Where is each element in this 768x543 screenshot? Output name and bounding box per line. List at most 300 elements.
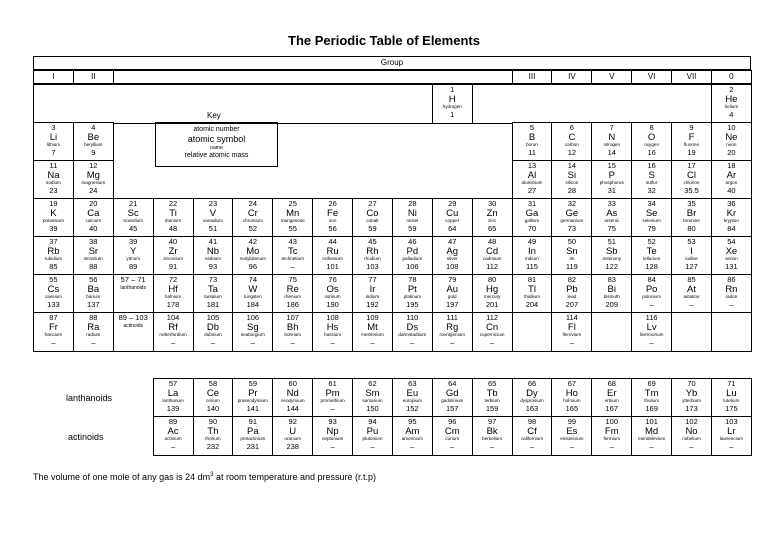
element-symbol: Rb: [47, 245, 60, 257]
element-s: [631, 160, 672, 200]
element-name: europium: [402, 398, 422, 403]
element-mass: –: [609, 441, 614, 451]
element-atomic-number: 13: [527, 161, 537, 170]
element-name: americium: [401, 436, 423, 441]
element-symbol: Mo: [246, 245, 260, 257]
element-symbol: K: [50, 207, 57, 219]
element-mass: –: [170, 337, 176, 347]
element-name: plutonium: [362, 436, 383, 441]
element-name: lithium: [46, 142, 61, 147]
element-symbol: Sm: [365, 387, 380, 399]
element-no: [671, 416, 712, 456]
element-atomic-number: 69: [647, 379, 656, 388]
element-atomic-number: 82: [567, 275, 577, 284]
element-mass: 122: [605, 261, 618, 271]
element-symbol: No: [685, 425, 698, 437]
element-mass: 157: [445, 403, 459, 413]
element-name: vanadium: [202, 218, 223, 223]
element-name: barium: [86, 294, 101, 299]
element-ga: [512, 198, 553, 238]
element-atomic-number: 77: [368, 275, 377, 284]
element-mass: 52: [248, 223, 257, 233]
element-atomic-number: 25: [288, 199, 297, 208]
element-atomic-number: 43: [288, 237, 297, 246]
element-mass: 115: [526, 261, 538, 271]
element-rf: [153, 312, 194, 352]
element-symbol: Fm: [604, 425, 619, 437]
element-atomic-number: 76: [328, 275, 337, 284]
element-symbol: Cs: [47, 283, 60, 295]
element-atomic-number: 55: [49, 275, 58, 284]
element-bh: [272, 312, 313, 352]
range-text: 89 – 103: [118, 313, 148, 322]
element-re: [272, 274, 313, 314]
element-atomic-number: 6: [569, 123, 574, 132]
element-hs: [312, 312, 353, 352]
element-au: [432, 274, 473, 314]
element-atomic-number: 88: [89, 313, 98, 322]
element-atomic-number: 74: [248, 275, 257, 284]
element-mass: 73: [567, 223, 577, 233]
element-name: hafnium: [164, 294, 182, 299]
element-ti: [153, 198, 194, 238]
element-symbol: Xe: [725, 245, 738, 257]
element-symbol: La: [167, 387, 179, 399]
element-atomic-number: 38: [89, 237, 98, 246]
key-name: name: [210, 145, 223, 151]
element-name: praseodymium: [237, 398, 268, 403]
element-at: [671, 274, 712, 314]
element-atomic-number: 33: [607, 199, 616, 208]
element-symbol: Bk: [486, 425, 498, 437]
element-rb: [33, 236, 74, 276]
element-name: curium: [445, 436, 460, 441]
element-ra: [73, 312, 114, 352]
element-mass: 51: [208, 223, 218, 233]
element-mass: 85: [49, 261, 58, 271]
element-atomic-number: 100: [605, 417, 618, 426]
element-atomic-number: 1: [450, 85, 455, 94]
group-header-blank: [113, 70, 513, 84]
element-symbol: O: [647, 131, 656, 143]
element-name: rhodium: [364, 256, 381, 261]
element-symbol: S: [648, 169, 655, 181]
element-atomic-number: 54: [727, 237, 736, 246]
element-ru: [312, 236, 353, 276]
element-name: helium: [724, 104, 739, 109]
element-atomic-number: 86: [727, 275, 736, 284]
element-atomic-number: 75: [288, 275, 297, 284]
element-md: [631, 416, 672, 456]
element-atomic-number: 92: [288, 417, 297, 426]
element-mass: 7: [51, 147, 56, 157]
element-mass: 207: [565, 299, 579, 309]
element-symbol: Be: [87, 131, 100, 143]
element-name: uranium: [284, 436, 301, 441]
key-atomic-symbol: atomic symbol: [187, 134, 246, 144]
element-name: rhenium: [284, 294, 301, 299]
element-symbol: U: [289, 425, 297, 437]
element-mass: –: [649, 299, 654, 309]
element-atomic-number: 89: [168, 417, 178, 426]
element-mass: –: [250, 337, 255, 347]
element-pu: [352, 416, 393, 456]
element-atomic-number: 80: [487, 275, 497, 284]
element-atomic-number: 48: [487, 237, 497, 246]
element-cu: [432, 198, 473, 238]
element-atomic-number: 73: [208, 275, 218, 284]
element-mass: 40: [727, 185, 736, 195]
element-name: sodium: [46, 180, 61, 185]
element-symbol: Hg: [486, 283, 499, 295]
group-iii-header: III: [512, 70, 553, 84]
group-ii-header: II: [73, 70, 114, 84]
element-mass: 48: [168, 223, 178, 233]
element-symbol: Sb: [605, 245, 618, 257]
element-mo: [232, 236, 273, 276]
element-name: ytterbium: [682, 398, 701, 403]
element-atomic-number: 3: [51, 123, 56, 132]
element-mass: 20: [727, 147, 736, 157]
element-mass: –: [170, 441, 176, 451]
element-symbol: Gd: [445, 387, 459, 399]
element-atomic-number: 52: [647, 237, 656, 246]
element-symbol: Ds: [406, 321, 419, 333]
element-mass: 184: [246, 299, 260, 309]
element-atomic-number: 91: [248, 417, 257, 426]
element-mass: 56: [328, 223, 337, 233]
element-atomic-number: 87: [49, 313, 58, 322]
element-atomic-number: 41: [208, 237, 218, 246]
element-atomic-number: 71: [727, 379, 736, 388]
element-bk: [472, 416, 513, 456]
element-mass: 23: [49, 185, 58, 195]
element-co: [352, 198, 393, 238]
element-atomic-number: 34: [647, 199, 656, 208]
element-mass: 163: [525, 403, 539, 413]
element-atomic-number: 39: [129, 237, 138, 246]
element-symbol: C: [568, 131, 576, 143]
element-atomic-number: 108: [326, 313, 339, 322]
element-ba: [73, 274, 114, 314]
element-symbol: Er: [607, 387, 617, 399]
element-am: [392, 416, 433, 456]
element-name: nobelium: [682, 436, 701, 441]
element-symbol: Yb: [685, 387, 698, 399]
element-name: aluminium: [521, 180, 543, 185]
element-mass: 232: [206, 441, 220, 451]
element-k: [33, 198, 74, 238]
element-atomic-number: 58: [208, 379, 218, 388]
key-box: [155, 122, 278, 167]
element-mass: 39: [49, 223, 58, 233]
element-atomic-number: 66: [527, 379, 537, 388]
element-mass: 108: [445, 261, 459, 271]
element-mass: 195: [406, 299, 419, 309]
lanthanoid-range-cell: [113, 274, 154, 314]
element-symbol: Te: [646, 245, 657, 257]
element-mass: 103: [366, 261, 379, 271]
element-mass: 231: [246, 441, 260, 451]
element-symbol: Pu: [366, 425, 379, 437]
element-name: chromium: [242, 218, 263, 223]
element-name: krypton: [723, 218, 739, 223]
element-symbol: Na: [47, 169, 60, 181]
empty-cell: [591, 312, 632, 352]
element-atomic-number: 47: [448, 237, 457, 246]
element-np: [312, 416, 353, 456]
element-atomic-number: 93: [328, 417, 337, 426]
element-atomic-number: 9: [689, 123, 694, 132]
element-name: molybdenum: [239, 256, 266, 261]
element-name: neon: [726, 142, 737, 147]
element-mg: [73, 160, 114, 200]
element-symbol: Fl: [567, 321, 576, 333]
element-atomic-number: 110: [406, 313, 419, 322]
element-name: indium: [525, 256, 539, 261]
element-name: lanthanum: [162, 398, 184, 403]
element-symbol: W: [248, 283, 258, 295]
element-name: strontium: [83, 256, 103, 261]
element-si: [551, 160, 592, 200]
element-atomic-number: 79: [448, 275, 457, 284]
element-ca: [73, 198, 114, 238]
element-mass: 141: [246, 403, 260, 413]
element-hg: [472, 274, 513, 314]
element-mass: 144: [286, 403, 299, 413]
element-mass: 1: [450, 109, 455, 119]
element-name: gadolinium: [441, 398, 464, 403]
element-symbol: Md: [645, 425, 659, 437]
element-ag: [432, 236, 473, 276]
element-name: meitnerium: [361, 332, 384, 337]
element-symbol: Cf: [527, 425, 537, 437]
element-db: [193, 312, 234, 352]
element-pa: [232, 416, 273, 456]
element-name: rubidium: [44, 256, 63, 261]
element-symbol: Ne: [725, 131, 738, 143]
footnote: The volume of one mole of any gas is 24 $dm^3$ at room temperature and pressure (r.t.p): [33, 472, 377, 482]
element-fr: [33, 312, 74, 352]
element-atomic-number: 99: [567, 417, 577, 426]
element-atomic-number: 98: [527, 417, 537, 426]
element-symbol: Rn: [725, 283, 738, 295]
key-relative-atomic-mass: relative atomic mass: [184, 152, 249, 159]
element-mass: –: [290, 337, 295, 347]
element-cd: [472, 236, 513, 276]
element-atomic-number: 70: [687, 379, 696, 388]
element-sb: [591, 236, 632, 276]
element-li: [33, 122, 74, 162]
element-be: [73, 122, 114, 162]
element-nd: [272, 378, 313, 418]
element-mass: 9: [91, 147, 96, 157]
element-ne: [711, 122, 752, 162]
element-name: actinium: [164, 436, 182, 441]
element-mass: –: [689, 441, 694, 451]
element-mass: –: [450, 337, 455, 347]
element-mass: 91: [168, 261, 178, 271]
element-symbol: Zn: [486, 207, 498, 219]
element-la: [153, 378, 194, 418]
element-atomic-number: 101: [645, 417, 658, 426]
element-al: [512, 160, 553, 200]
element-name: protactinium: [240, 436, 266, 441]
element-symbol: Hs: [326, 321, 339, 333]
element-mass: 32: [647, 185, 656, 195]
element-atomic-number: 18: [727, 161, 736, 170]
element-atomic-number: 2: [729, 85, 734, 94]
element-symbol: Ba: [87, 283, 100, 295]
element-symbol: As: [606, 207, 618, 219]
element-symbol: Sn: [566, 245, 578, 257]
element-atomic-number: 90: [208, 417, 218, 426]
element-mass: 28: [567, 185, 577, 195]
group-header: Group: [33, 56, 751, 70]
element-atomic-number: 7: [609, 123, 614, 132]
element-gd: [432, 378, 473, 418]
element-mass: 27: [527, 185, 537, 195]
group-vi-header: VI: [631, 70, 672, 84]
element-mass: 192: [366, 299, 379, 309]
element-tl: [512, 274, 553, 314]
group-0-header: 0: [711, 70, 752, 84]
element-symbol: Kr: [726, 207, 737, 219]
element-mass: 101: [326, 261, 339, 271]
element-n: [591, 122, 632, 162]
element-symbol: Lr: [727, 425, 736, 437]
element-symbol: Ca: [87, 207, 100, 219]
element-name: germanium: [560, 218, 584, 223]
element-symbol: Rh: [366, 245, 379, 257]
element-pb: [551, 274, 592, 314]
element-name: ruthenium: [322, 256, 343, 261]
element-mass: 80: [687, 223, 696, 233]
element-yb: [671, 378, 712, 418]
element-mass: 31: [607, 185, 616, 195]
element-atomic-number: 11: [49, 161, 58, 170]
empty-cell: [671, 312, 712, 352]
element-mass: 131: [725, 261, 738, 271]
element-sn: [551, 236, 592, 276]
element-name: potassium: [42, 218, 64, 223]
element-br: [671, 198, 712, 238]
element-zr: [153, 236, 194, 276]
element-symbol: Ge: [565, 207, 579, 219]
element-symbol: Tl: [528, 283, 536, 295]
element-symbol: At: [687, 283, 696, 295]
element-atomic-number: 20: [89, 199, 98, 208]
element-symbol: Tc: [287, 245, 298, 257]
element-symbol: Nd: [286, 387, 299, 399]
element-atomic-number: 81: [527, 275, 537, 284]
element-name: radon: [725, 294, 738, 299]
element-symbol: Zr: [168, 245, 178, 257]
element-symbol: B: [528, 131, 536, 143]
element-b: [512, 122, 553, 162]
element-name: thallium: [524, 294, 540, 299]
element-name: yttrium: [126, 256, 141, 261]
element-mass: 238: [286, 441, 299, 451]
element-atomic-number: 94: [368, 417, 377, 426]
element-atomic-number: 107: [286, 313, 299, 322]
element-atomic-number: 112: [486, 313, 499, 322]
element-symbol: In: [528, 245, 536, 257]
element-er: [591, 378, 632, 418]
element-mass: 59: [408, 223, 417, 233]
range-caption: actinoids: [123, 322, 144, 329]
element-atomic-number: 85: [687, 275, 696, 284]
element-name: antimony: [602, 256, 622, 261]
element-sg: [232, 312, 273, 352]
element-atomic-number: 17: [687, 161, 696, 170]
element-pt: [392, 274, 433, 314]
element-ds: [392, 312, 433, 352]
element-name: magnesium: [81, 180, 106, 185]
element-atomic-number: 53: [687, 237, 696, 246]
element-mass: –: [490, 441, 495, 451]
element-mass: 186: [286, 299, 299, 309]
element-symbol: Pb: [566, 283, 578, 295]
element-atomic-number: 8: [649, 123, 654, 132]
element-mass: 204: [525, 299, 539, 309]
element-symbol: Lu: [726, 387, 737, 399]
element-name: iridium: [365, 294, 380, 299]
element-symbol: Am: [405, 425, 420, 437]
element-se: [631, 198, 672, 238]
element-mass: 70: [527, 223, 537, 233]
element-atomic-number: 51: [607, 237, 616, 246]
element-symbol: I: [690, 245, 693, 257]
element-sc: [113, 198, 154, 238]
element-atomic-number: 5: [529, 123, 535, 132]
element-u: [272, 416, 313, 456]
key-heading: Key: [207, 111, 221, 120]
group-vii-header: VII: [671, 70, 712, 84]
element-atomic-number: 37: [49, 237, 58, 246]
element-symbol: Ag: [446, 245, 459, 257]
element-mass: 96: [248, 261, 257, 271]
element-mass: –: [450, 441, 455, 451]
element-name: calcium: [85, 218, 102, 223]
element-name: bohrium: [284, 332, 301, 337]
element-symbol: Eu: [406, 387, 419, 399]
element-atomic-number: 96: [448, 417, 457, 426]
element-mass: 24: [89, 185, 98, 195]
element-symbol: Np: [326, 425, 339, 437]
element-rg: [432, 312, 473, 352]
element-atomic-number: 106: [246, 313, 260, 322]
element-name: dysprosium: [520, 398, 544, 403]
element-pm: [312, 378, 353, 418]
element-name: cobalt: [366, 218, 379, 223]
element-name: hassium: [324, 332, 342, 337]
element-name: gold: [447, 294, 457, 299]
element-symbol: Cm: [444, 425, 460, 437]
element-mass: 119: [565, 261, 578, 271]
element-symbol: Cn: [486, 321, 499, 333]
element-symbol: Fr: [48, 321, 58, 333]
element-name: darmstadtium: [398, 332, 427, 337]
element-atomic-number: 30: [487, 199, 497, 208]
element-symbol: Es: [566, 425, 578, 437]
element-name: nickel: [406, 218, 419, 223]
element-name: thorium: [205, 436, 221, 441]
element-atomic-number: 60: [288, 379, 297, 388]
element-atomic-number: 31: [527, 199, 537, 208]
element-name: copernicium: [479, 332, 505, 337]
element-symbol: Ga: [525, 207, 539, 219]
